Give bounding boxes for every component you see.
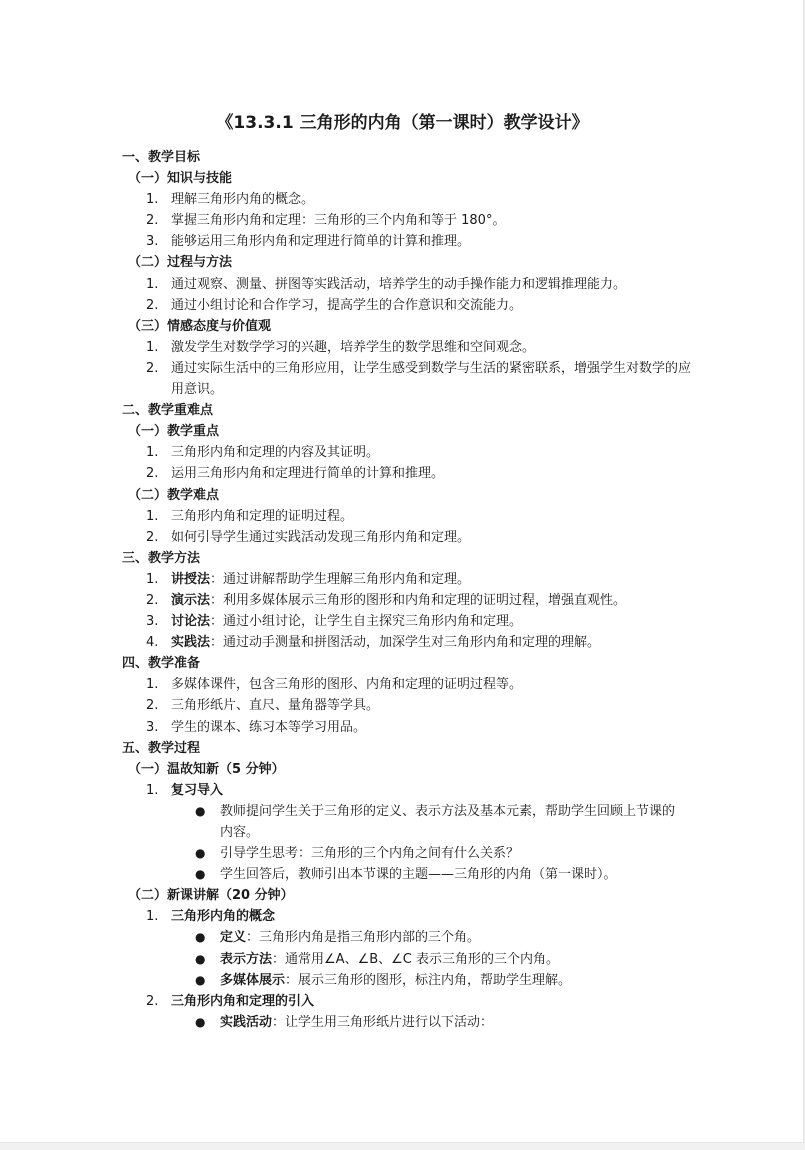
list-item (0, 337, 805, 358)
bullet-item (0, 864, 805, 885)
list-text (171, 569, 470, 590)
list-item (0, 906, 805, 927)
list-item (0, 569, 805, 590)
section-heading: 五、教学过程 (122, 740, 201, 756)
list-item (0, 231, 805, 252)
list-number: 2. (146, 993, 159, 1009)
list-item (0, 991, 805, 1012)
list-text: 运用三角形内角和定理进行简单的计算和推理。 (171, 466, 445, 482)
method-desc: ：通过动手测量和拼图活动，加深学生对三角形内角和定理的理解。 (210, 635, 601, 651)
bullet-term: 定义 (220, 930, 247, 946)
list-item (0, 695, 805, 716)
bullet-text: 引导学生思考：三角形的三个内角之间有什么关系？ (220, 846, 520, 862)
bullet-text (220, 927, 480, 948)
list-number: 1. (146, 909, 159, 925)
list-item (0, 463, 805, 484)
bullet-term: 实践活动 (220, 1014, 273, 1030)
list-number: 2. (146, 297, 159, 313)
list-text (171, 590, 626, 611)
bullet-item (0, 1012, 805, 1033)
list-item (0, 780, 805, 801)
bullet-item (0, 801, 805, 843)
list-number: 2. (146, 360, 159, 376)
list-number: 1. (146, 339, 159, 355)
list-item (0, 717, 805, 738)
list-number: 3. (146, 719, 159, 735)
list-text: 通过观察、测量、拼图等实践活动，培养学生的动手操作能力和逻辑推理能力。 (171, 276, 627, 292)
list-item (0, 527, 805, 548)
bullet-text (220, 949, 559, 970)
section-heading: 二、教学重难点 (122, 403, 214, 419)
list-title: 三角形内角和定理的引入 (171, 993, 315, 1009)
bullet-icon: ● (195, 846, 206, 861)
bullet-icon: ● (195, 951, 206, 966)
list-item (0, 674, 805, 695)
list-item (0, 442, 805, 463)
list-number: 1. (146, 677, 159, 693)
bullet-term: 表示方法 (220, 951, 273, 967)
method-term: 实践法 (171, 635, 211, 651)
list-number: 1. (146, 571, 159, 587)
subsection-heading: （一）温故知新（5 分钟） (128, 761, 285, 777)
bullet-desc: ：三角形内角是指三角形内部的三个角。 (246, 930, 481, 946)
bullet-text: 教师提问学生关于三角形的定义、表示方法及基本元素，帮助学生回顾上节课的内容。 (220, 803, 676, 840)
list-text: 理解三角形内角的概念。 (171, 192, 315, 208)
method-term: 讨论法 (171, 614, 211, 630)
list-number: 1. (146, 276, 159, 292)
subsection-heading: （三）情感态度与价值观 (128, 318, 272, 334)
bullet-item (0, 843, 805, 864)
section-heading: 四、教学准备 (122, 656, 201, 672)
bullet-icon: ● (195, 1014, 206, 1029)
bullet-desc: ：通常用∠A、∠B、∠C 表示三角形的三个内角。 (272, 951, 559, 967)
method-desc: ：通过小组讨论，让学生自主探究三角形内角和定理。 (210, 614, 523, 630)
list-number: 1. (146, 508, 159, 524)
bullet-desc: ：让学生用三角形纸片进行以下活动： (272, 1014, 494, 1030)
list-text: 多媒体课件，包含三角形的图形、内角和定理的证明过程等。 (171, 677, 523, 693)
subsection-heading: （二）教学难点 (128, 487, 220, 503)
list-text: 三角形纸片、直尺、量角器等学具。 (171, 698, 380, 714)
list-text: 激发学生对数学学习的兴趣，培养学生的数学思维和空间观念。 (171, 339, 536, 355)
list-text: 三角形内角和定理的内容及其证明。 (171, 445, 380, 461)
section-heading: 三、教学方法 (122, 550, 201, 566)
method-term: 演示法 (171, 592, 211, 608)
method-desc: ：利用多媒体展示三角形的图形和内角和定理的证明过程，增强直观性。 (210, 592, 627, 608)
document-title: 《13.3.1 三角形的内角（第一课时）教学设计》 (216, 113, 589, 133)
subsection-heading: （二）过程与方法 (128, 255, 233, 271)
list-item (0, 611, 805, 632)
bullet-text: 学生回答后，教师引出本节课的主题——三角形的内角（第一课时）。 (220, 867, 617, 883)
subsection-heading: （二）新课讲解（20 分钟） (128, 888, 294, 904)
list-number: 2. (146, 213, 159, 229)
list-number: 1. (146, 192, 159, 208)
list-text: 掌握三角形内角和定理：三角形的三个内角和等于 180°。 (171, 213, 506, 229)
list-item (0, 274, 805, 295)
list-number: 1. (146, 782, 159, 798)
bullet-icon: ● (195, 803, 206, 818)
subsection-heading: （一）知识与技能 (128, 171, 233, 187)
list-text (171, 632, 600, 653)
list-text: 能够运用三角形内角和定理进行简单的计算和推理。 (171, 234, 471, 250)
list-number: 3. (146, 234, 159, 250)
document-body (0, 147, 805, 1033)
bullet-text (220, 1012, 493, 1033)
list-item (0, 506, 805, 527)
list-item (0, 590, 805, 611)
list-item (0, 295, 805, 316)
list-text (171, 611, 522, 632)
list-number: 2. (146, 529, 159, 545)
bullet-icon: ● (195, 867, 206, 882)
subsection-heading: （一）教学重点 (128, 424, 220, 440)
bullet-icon: ● (195, 930, 206, 945)
list-item (0, 210, 805, 231)
list-title: 三角形内角的概念 (171, 909, 276, 925)
list-number: 1. (146, 445, 159, 461)
list-title: 复习导入 (171, 782, 224, 798)
list-number: 4. (146, 635, 159, 651)
list-number: 2. (146, 592, 159, 608)
list-item (0, 358, 805, 400)
list-text: 通过小组讨论和合作学习，提高学生的合作意识和交流能力。 (171, 297, 523, 313)
list-text: 通过实际生活中的三角形应用，让学生感受到数学与生活的紧密联系，增强学生对数学的应用意识。 (171, 360, 692, 398)
method-term: 讲授法 (171, 571, 211, 587)
bullet-term: 多媒体展示 (220, 972, 286, 988)
list-number: 2. (146, 698, 159, 714)
bullet-text (220, 970, 571, 991)
list-number: 2. (146, 466, 159, 482)
list-number: 3. (146, 614, 159, 630)
bullet-icon: ● (195, 972, 206, 987)
list-text: 三角形内角和定理的证明过程。 (171, 508, 354, 524)
list-item (0, 632, 805, 653)
bullet-item (0, 970, 805, 991)
bullet-desc: ：展示三角形的图形，标注内角，帮助学生理解。 (285, 972, 572, 988)
method-desc: ：通过讲解帮助学生理解三角形内角和定理。 (210, 571, 471, 587)
list-item (0, 189, 805, 210)
bullet-item (0, 949, 805, 970)
section-heading: 一、教学目标 (122, 150, 201, 165)
list-text: 学生的课本、练习本等学习用品。 (171, 719, 367, 735)
list-text: 如何引导学生通过实践活动发现三角形内角和定理。 (171, 529, 471, 545)
bullet-item (0, 927, 805, 948)
